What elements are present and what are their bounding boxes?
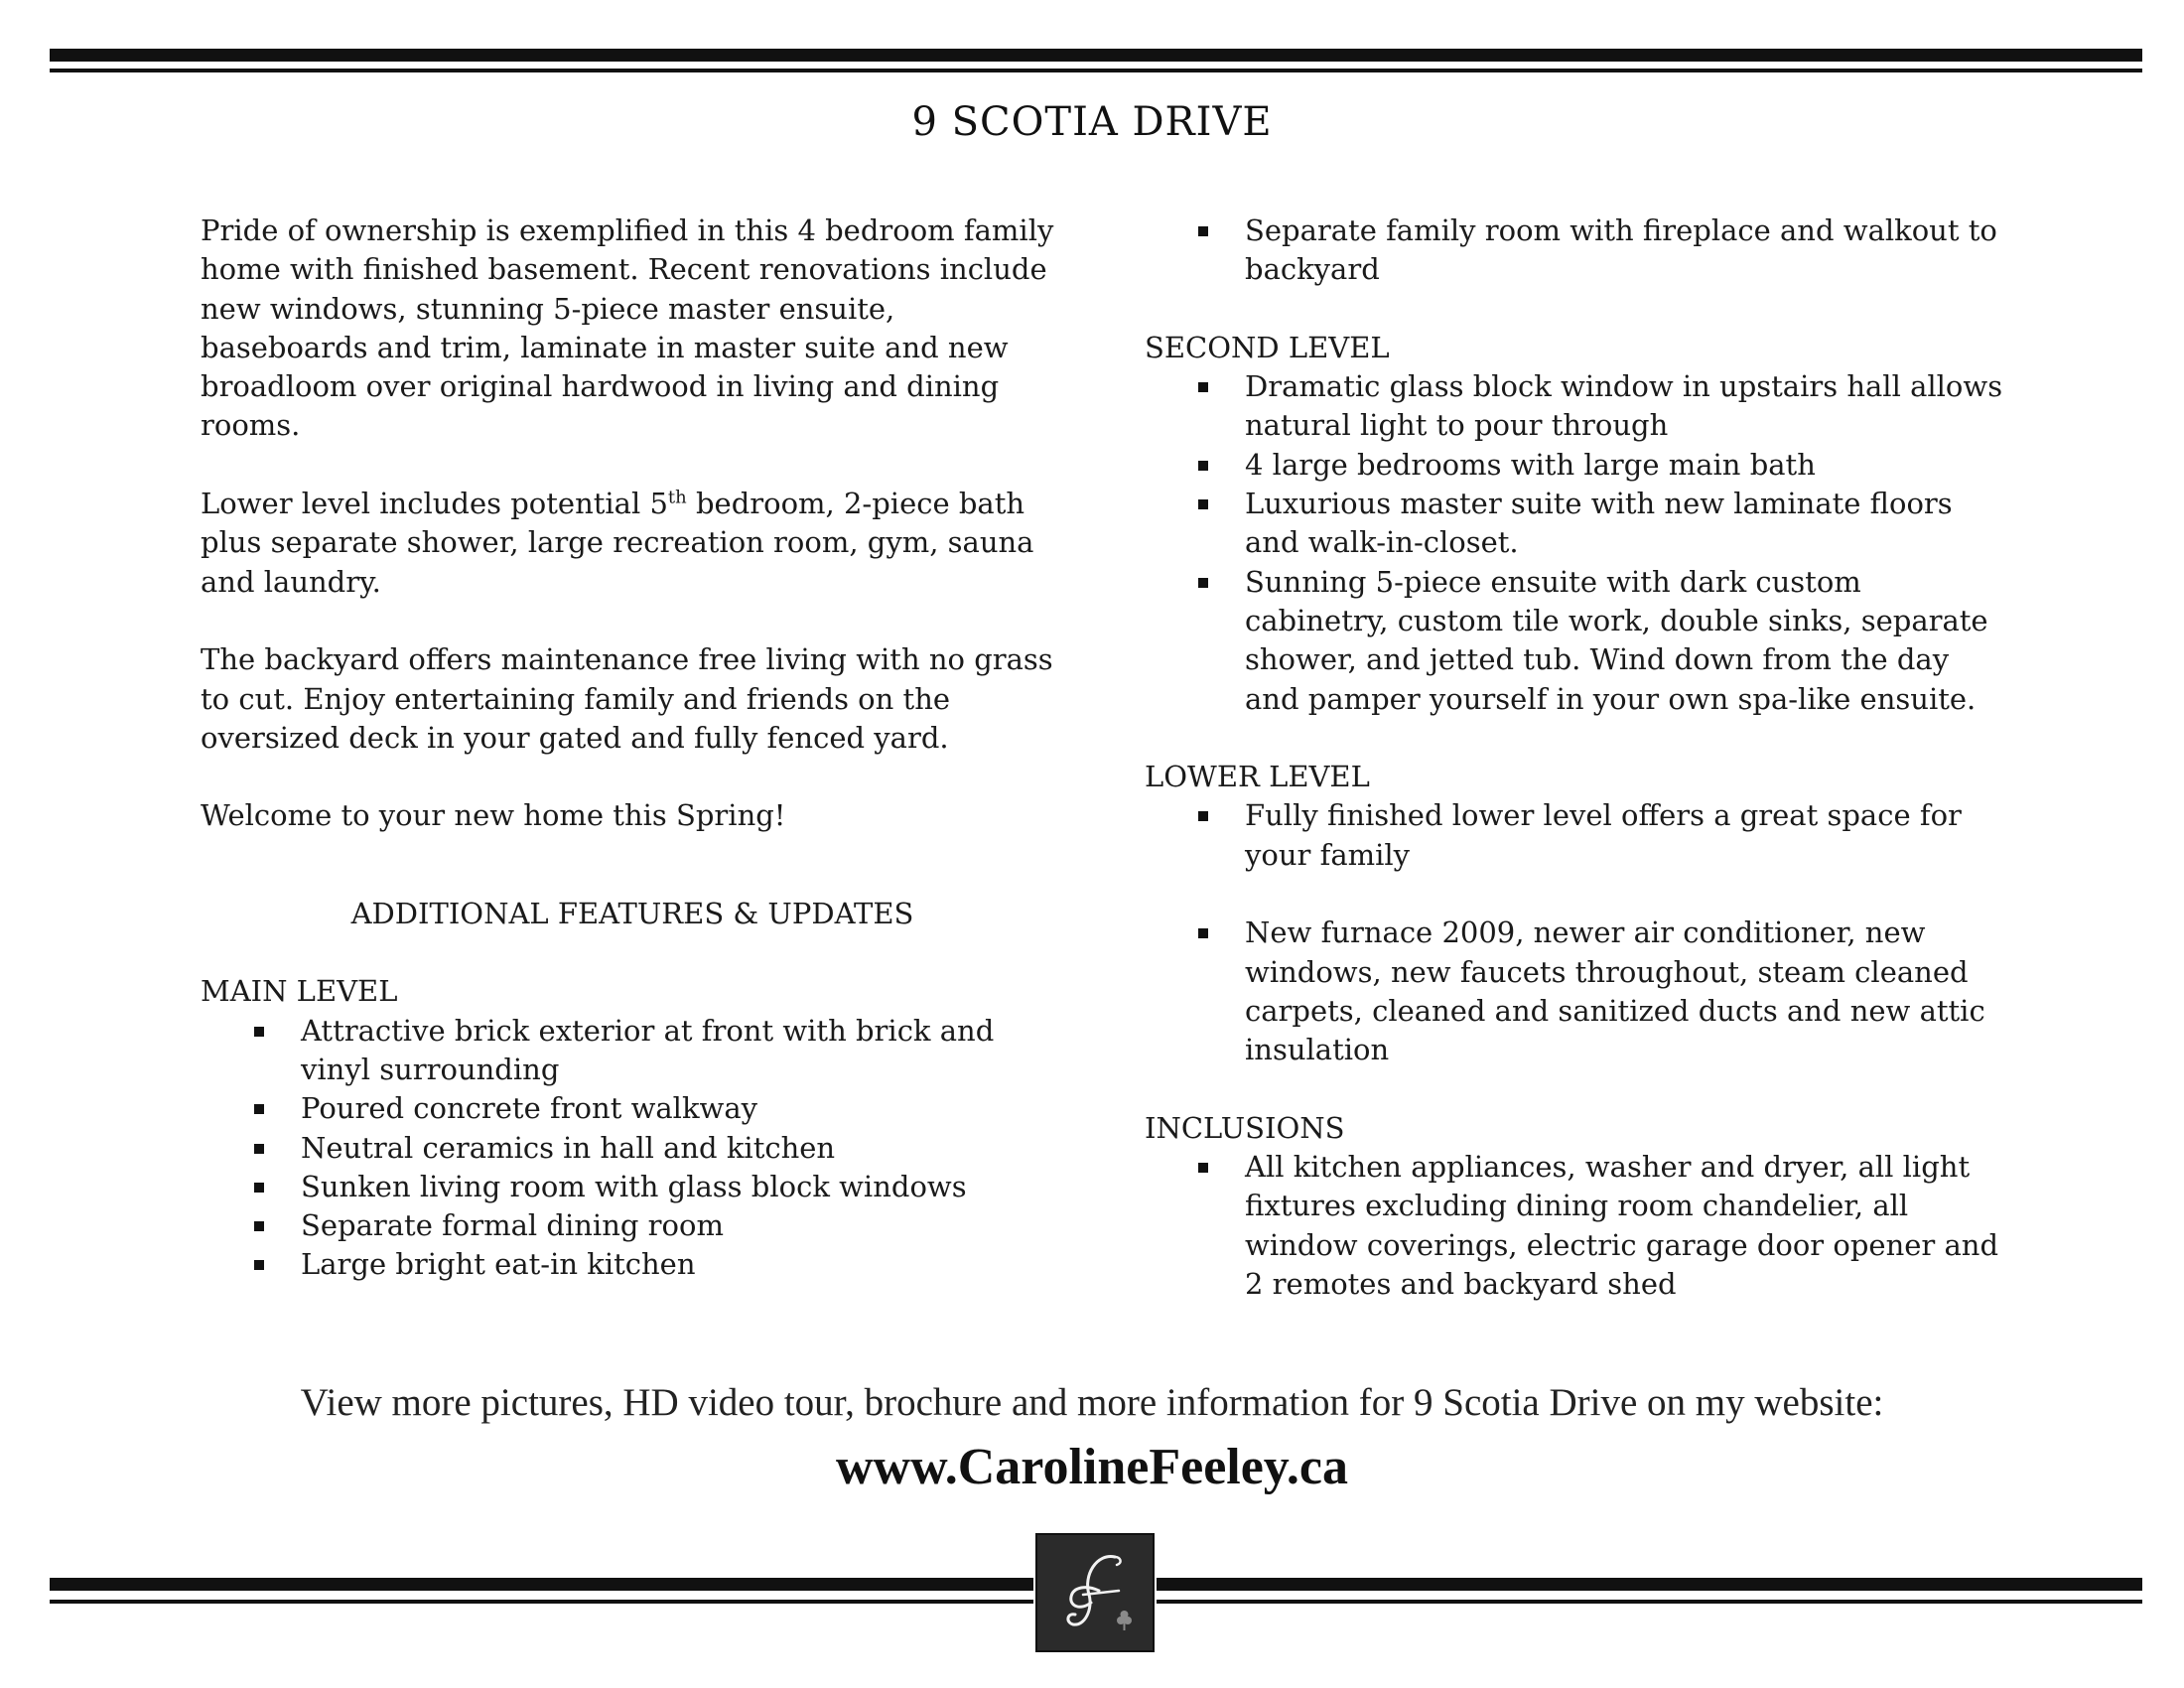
page-title: 9 SCOTIA DRIVE <box>911 99 1273 145</box>
second-level-list <box>1145 367 2008 719</box>
inclusions-list <box>1145 1148 2008 1304</box>
inclusions-heading: INCLUSIONS <box>1145 1110 1345 1145</box>
bullet-icon <box>254 1144 264 1154</box>
lower-level-heading: LOWER LEVEL <box>1145 760 1370 794</box>
list-item: Large bright eat-in kitchen <box>201 1245 1064 1284</box>
website-link[interactable]: www.CarolineFeeley.ca <box>835 1439 1349 1495</box>
list-item: Sunning 5-piece ensuite with dark custom cabinetry, custom tile work, double sinks, separate shower, and jetted tub. Wind down from the day and pamper yourself in your own spa-like ensuite. <box>1145 563 2008 719</box>
second-level-heading: SECOND LEVEL <box>1145 330 1390 364</box>
list-item: New furnace 2009, newer air conditioner, new windows, new faucets throughout, steam cleaned carpets, cleaned and sanitized ducts and new attic insulation <box>1145 914 2008 1069</box>
list-item: Separate formal dining room <box>201 1206 1064 1245</box>
list-item: Attractive brick exterior at front with brick and vinyl surrounding <box>201 1012 1064 1090</box>
footer-info-line: View more pictures, HD video tour, brochure and more information for 9 Scotia Drive on my website: <box>300 1381 1884 1424</box>
welcome-paragraph: Welcome to your new home this Spring! <box>201 798 786 833</box>
cf-monogram-shamrock-icon <box>1035 1533 1155 1652</box>
list-item: Neutral ceramics in hall and kitchen <box>201 1129 1064 1168</box>
bullet-icon <box>1198 928 1208 938</box>
top-rule-thin <box>50 69 2142 72</box>
bullet-icon <box>1198 1163 1208 1173</box>
bullet-icon <box>254 1104 264 1114</box>
bullet-icon <box>254 1260 264 1270</box>
list-item: Separate family room with fireplace and walkout to backyard <box>1145 211 2008 290</box>
list-item: Dramatic glass block window in upstairs hall allows natural light to pour through <box>1145 367 2008 446</box>
list-item: Luxurious master suite with new laminate floors and walk-in-closet. <box>1145 485 2008 563</box>
bullet-icon <box>1198 578 1208 588</box>
lower-level-list <box>1145 796 2008 1069</box>
list-item: 4 large bedrooms with large main bath <box>1145 446 2008 485</box>
bullet-icon <box>254 1027 264 1037</box>
intro-paragraph: Pride of ownership is exemplified in this 4 bedroom family home with finished basement. Recent renovations include new windows, stunning 5-piece master ensuite, baseboards and trim, laminate in master suite and new broadloom over original hardwood in living and dining rooms. <box>201 213 1054 443</box>
main-level-heading: MAIN LEVEL <box>201 974 398 1009</box>
bullet-icon <box>1198 499 1208 509</box>
right-column <box>1145 211 2008 1304</box>
logo <box>1033 1531 1157 1654</box>
backyard-paragraph: The backyard offers maintenance free living with no grass to cut. Enjoy entertaining family and friends on the oversized deck in your gated and fully fenced yard. <box>201 642 1053 755</box>
top-rule-thick <box>50 49 2142 62</box>
main-level-list <box>201 1012 1064 1285</box>
list-item: All kitchen appliances, washer and dryer, all light fixtures excluding dining room chandelier, all window coverings, electric garage door opener and 2 remotes and backyard shed <box>1145 1148 2008 1304</box>
bullet-icon <box>254 1221 264 1231</box>
list-item: Sunken living room with glass block windows <box>201 1168 1064 1206</box>
bullet-icon <box>1198 226 1208 236</box>
main-level-continued-list <box>1145 211 2008 290</box>
list-item: Fully finished lower level offers a great space for your family <box>1145 796 2008 875</box>
list-item: Poured concrete front walkway <box>201 1089 1064 1128</box>
bullet-icon <box>1198 811 1208 821</box>
bullet-icon <box>254 1183 264 1193</box>
features-heading: ADDITIONAL FEATURES & UPDATES <box>350 896 914 930</box>
bullet-icon <box>1198 461 1208 471</box>
bullet-icon <box>1198 382 1208 392</box>
lower-level-paragraph: Lower level includes potential 5th bedroom, 2-piece bath plus separate shower, large recreation room, gym, sauna and laundry. <box>201 487 1034 599</box>
left-column <box>201 211 1064 1285</box>
